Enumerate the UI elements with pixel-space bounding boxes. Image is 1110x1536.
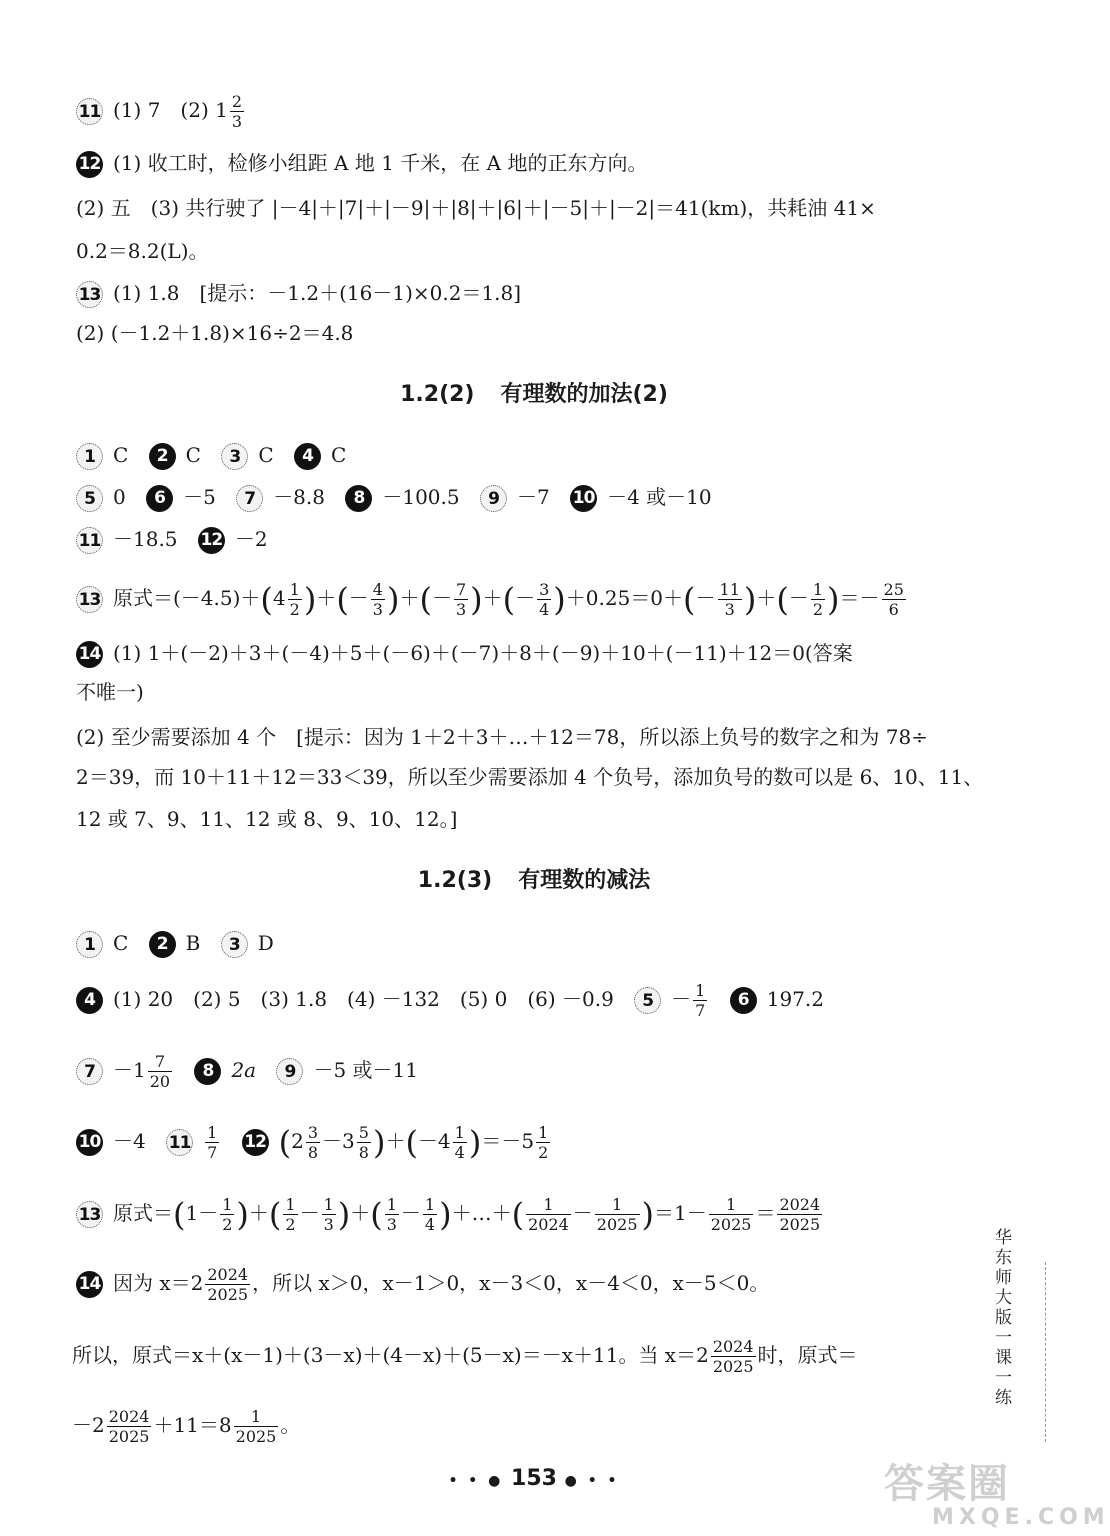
question-number-1: 1 xyxy=(76,443,103,470)
answer-11: 11 (1) 7 (2) 1 $\frac{2}{3}$ xyxy=(76,88,958,132)
question-number-9: 9 xyxy=(276,1058,303,1085)
dot-decoration-icon: ● • • xyxy=(564,1473,620,1489)
question-number-11: 11 xyxy=(76,527,103,554)
question-number-12: 12 xyxy=(242,1129,269,1156)
question-number-13: 13 xyxy=(76,586,103,613)
answer-row: 7 －1 $\frac{7}{20}$ 8 2a 9 －5 或－11 xyxy=(76,1043,958,1097)
answer-12-part3: 0.2＝8.2(L)。 xyxy=(76,239,209,263)
question-number-7: 7 xyxy=(76,1058,103,1085)
answer-row: 1 C 2 C 3 C 4 C xyxy=(76,440,958,470)
answer-13-equation: 13 原式＝(1－ $\frac{1}{2}$ )＋( $\frac{1}{2}$ － $\frac{1}{3}$ )＋( $\frac{1}{3}$ － $\frac{1}{4}$ )＋…＋( $\frac{1}{2024}$ － $\frac{1}{2025}$ )＝1－ $\frac{1}{2025}$ ＝ $\frac{2024}{2025}$ xyxy=(76,1186,958,1242)
question-number-2: 2 xyxy=(149,443,176,470)
answer-row: 10 －4 11 $\frac{1}{7}$ 12 (2 $\frac{3}{8}$ －3 $\frac{5}{8}$ )＋(－4 $\frac{1}{4}$ )＝－5 $\frac{1}{2}$ xyxy=(76,1114,958,1170)
question-number-4: 4 xyxy=(294,443,321,470)
answer-14: 14 (1) 1＋(－2)＋3＋(－4)＋5＋(－6)＋(－7)＋8＋(－9)＋10＋(－11)＋12＝0(答案 xyxy=(76,638,958,668)
answer-13: 13 (1) 1.8 [提示：－1.2＋(16－1)×0.2＝1.8] xyxy=(76,278,958,308)
question-number-14: 14 xyxy=(76,641,103,668)
question-number-10: 10 xyxy=(570,485,597,512)
question-number-11: 11 xyxy=(166,1129,193,1156)
question-number-7: 7 xyxy=(236,485,263,512)
answer-12: 12 (1) 收工时，检修小组距 A 地 1 千米，在 A 地的正东方向。 xyxy=(76,148,958,178)
answer-14-part2-cont: 2＝39，而 10＋11＋12＝33＜39，所以至少需要添加 4 个负号，添加负号的数可以是 6、10、11、 xyxy=(76,765,984,789)
answer-13-part2: (2) (－1.2＋1.8)×16÷2＝4.8 xyxy=(76,321,354,345)
answer-14-part2: (2) 至少需要添加 4 个 [提示：因为 1＋2＋3＋…＋12＝78，所以添上负号的数字之和为 78÷ xyxy=(76,725,928,749)
question-number-8: 8 xyxy=(345,485,372,512)
dot-decoration-icon: • • ● xyxy=(448,1473,504,1489)
question-number-6: 6 xyxy=(730,987,757,1014)
answer-12-part2: (2) 五 (3) 共行驶了 |－4|＋|7|＋|－9|＋|8|＋|6|＋|－5|＋|－2|＝41(km)，共耗油 41× xyxy=(76,196,876,220)
watermark-logo: 答案圈 MXQE.COM xyxy=(884,1461,1110,1530)
page-number: • • ● 153 ● • • xyxy=(448,1466,620,1491)
question-number-13: 13 xyxy=(76,1201,103,1228)
answer-14-cont: 所以，原式＝x＋(x－1)＋(3－x)＋(4－x)＋(5－x)＝－x＋11。当 x＝2 $\frac{2024}{2025}$ 时，原式＝ xyxy=(72,1337,858,1376)
answer-row: 5 0 6 －5 7 －8.8 8 －100.5 9 －7 10 －4 或－10 xyxy=(76,482,958,512)
question-number-10: 10 xyxy=(76,1129,103,1156)
question-number-5: 5 xyxy=(76,485,103,512)
question-number-1: 1 xyxy=(76,931,103,958)
question-number-4: 4 xyxy=(76,987,103,1014)
question-number-6: 6 xyxy=(146,485,173,512)
answer-14-cont: 不唯一) xyxy=(76,680,144,704)
question-number-5: 5 xyxy=(634,987,661,1014)
question-number-13: 13 xyxy=(76,281,103,308)
answer-14-part2-end: 12 或 7、9、11、12 或 8、9、10、12。] xyxy=(76,807,458,831)
answer-row: 1 C 2 B 3 D xyxy=(76,928,958,958)
question-number-8: 8 xyxy=(194,1058,221,1085)
question-number-12: 12 xyxy=(76,151,103,178)
question-number-12: 12 xyxy=(198,527,225,554)
section-heading-1-2-3: 1.2(3) 有理数的减法 xyxy=(417,868,651,893)
question-number-14: 14 xyxy=(76,1271,103,1298)
answer-14-end: －2 $\frac{2024}{2025}$ ＋11＝8 $\frac{1}{2025}$ 。 xyxy=(72,1407,301,1446)
side-divider xyxy=(1045,1262,1047,1442)
side-book-title: 华东师大版一课一练 xyxy=(991,1228,1011,1408)
section-heading-1-2-2: 1.2(2) 有理数的加法(2) xyxy=(400,382,668,407)
answer-row: 11 －18.5 12 －2 xyxy=(76,524,958,554)
answer-13-equation: 13 原式＝(－4.5)＋(4 $\frac{1}{2}$ )＋(－ $\frac{4}{3}$ )＋(－ $\frac{7}{3}$ )＋(－ $\frac{3}{4}$ )＋0.25＝0＋(－ $\frac{11}{3}$ )＋(－ $\frac{1}{2}$ )＝－ $\frac{25}{6}$ xyxy=(76,571,958,627)
answer-row: 4 (1) 20 (2) 5 (3) 1.8 (4) －132 (5) 0 (6) －0.9 5 － $\frac{1}{7}$ 6 197.2 xyxy=(76,972,958,1026)
question-number-3: 3 xyxy=(221,443,248,470)
answer-14: 14 因为 x＝2 $\frac{2024}{2025}$ ，所以 x＞0，x－1＞0，x－3＜0，x－4＜0，x－5＜0。 xyxy=(76,1256,958,1310)
question-number-11: 11 xyxy=(76,98,103,125)
fraction: $\frac{2}{3}$ xyxy=(231,92,243,131)
question-number-2: 2 xyxy=(149,931,176,958)
question-number-9: 9 xyxy=(480,485,507,512)
question-number-3: 3 xyxy=(221,931,248,958)
